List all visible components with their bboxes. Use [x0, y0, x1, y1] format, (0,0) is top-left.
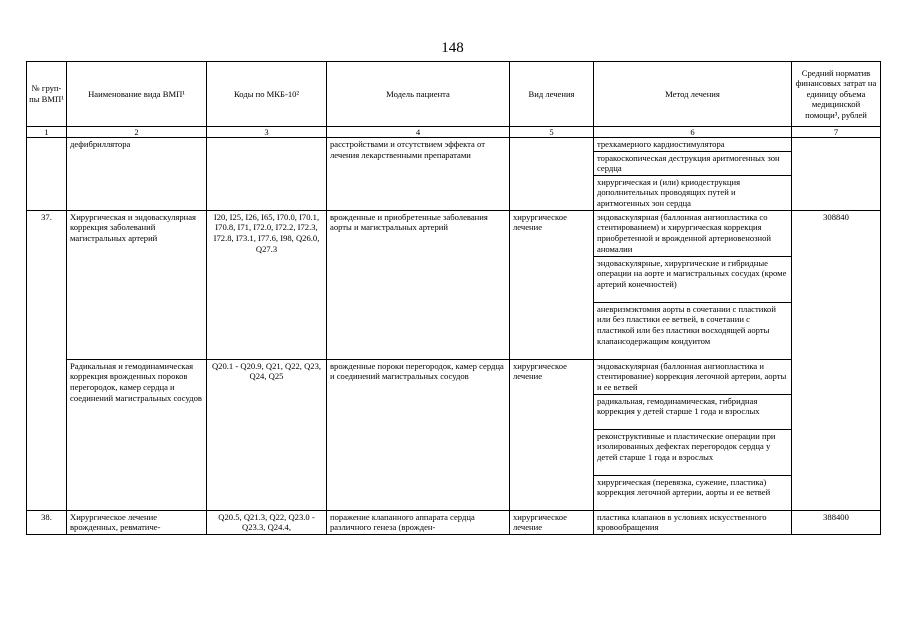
column-number-row: [27, 127, 881, 138]
header-group: № груп-пы ВМП¹: [27, 62, 67, 127]
col-num: 2: [67, 127, 207, 138]
table-row: [27, 210, 881, 256]
row-name: Радикальная и гемодинамическая коррекция врожденных пороков перегородок, камер сердца и соединений магистральных сосудов: [67, 359, 207, 510]
header-name: Наименование вида ВМП¹: [67, 62, 207, 127]
table-row: [27, 138, 881, 152]
row-method: эндоваскулярная (баллонная ангиопластика и стентирование) коррекция легочной артерии, аорты и ее ветвей: [594, 359, 792, 394]
row-method: хирургическая (перевязка, сужение, пластика) коррекция легочной артерии, аорты и ее ветвей: [594, 475, 792, 510]
header-codes: Коды по МКБ-10²: [207, 62, 327, 127]
col-num: 4: [327, 127, 510, 138]
row-cost: 388400: [792, 510, 881, 534]
row-method: пластика клапанов в условиях искусственного кровообращения: [594, 510, 792, 534]
col-num: 7: [792, 127, 881, 138]
col-num: 5: [510, 127, 594, 138]
row-method: эндоваскулярные, хирургические и гибридные операции на аорте и магистральных сосудах (кроме артерий конечностей): [594, 256, 792, 302]
col-num: 1: [27, 127, 67, 138]
header-method: Метод лечения: [594, 62, 792, 127]
row-model: расстройствами и отсутствием эффекта от лечения лекарственными препаратами: [327, 138, 510, 211]
row-method: радикальная, гемодинамическая, гибридная коррекция у детей старше 1 года и взрослых: [594, 394, 792, 429]
row-codes: Q20.1 - Q20.9, Q21, Q22, Q23, Q24, Q25: [207, 359, 327, 510]
row-name: дефибриллятора: [67, 138, 207, 211]
header-type: Вид лечения: [510, 62, 594, 127]
row-type: хирургическое лечение: [510, 210, 594, 359]
row-cost: 308840: [792, 210, 881, 510]
row-name: Хирургическое лечение врожденных, ревматиче-: [67, 510, 207, 534]
row-name: Хирургическая и эндоваскулярная коррекция заболеваний магистральных артерий: [67, 210, 207, 359]
header-model: Модель пациента: [327, 62, 510, 127]
col-num: 3: [207, 127, 327, 138]
table-row: [27, 359, 881, 394]
header-row: [27, 62, 881, 127]
page-number: 148: [441, 40, 464, 56]
header-cost: Средний норматив финансовых затрат на единицу объема медицинской помощи³, рублей: [792, 62, 881, 127]
row-method: реконструктивные и пластические операции при изолированных дефектах перегородок сердца у детей старше 1 года и взрослых: [594, 429, 792, 475]
row-method: эндоваскулярная (баллонная ангиопластика со стентированием) и хирургическая коррекция приобретенной и врожденной артериовенозной аномалии: [594, 210, 792, 256]
row-model: врожденные пороки перегородок, камер сердца и соединений магистральных сосудов: [327, 359, 510, 510]
row-type: хирургическое лечение: [510, 510, 594, 534]
row-type: хирургическое лечение: [510, 359, 594, 510]
row-method: трехкамерного кардиостимулятора: [594, 138, 792, 152]
vmp-table: [26, 61, 881, 535]
row-method: аневризмэктомия аорты в сочетании с пластикой или без пластики ее ветвей, в сочетании с пластикой или без пластики восходящей аорты клапансодержащим кондуитом: [594, 302, 792, 359]
row-method: торакоскопическая деструкция аритмогенных зон сердца: [594, 151, 792, 175]
col-num: 6: [594, 127, 792, 138]
row-group: 38.: [27, 510, 67, 534]
row-codes: Q20.5, Q21.3, Q22, Q23.0 - Q23.3, Q24.4,: [207, 510, 327, 534]
row-model: поражение клапанного аппарата сердца различного генеза (врожден-: [327, 510, 510, 534]
row-group: 37.: [27, 210, 67, 510]
row-codes: I20, I25, I26, I65, I70.0, I70.1, I70.8, I71, I72.0, I72.2, I72.3, I72.8, I73.1, I77.6, I98, Q26.0, Q27.3: [207, 210, 327, 359]
row-model: врожденные и приобретенные заболевания аорты и магистральных артерий: [327, 210, 510, 359]
table-row: [27, 510, 881, 534]
row-method: хирургическая и (или) криодеструкция дополнительных проводящих путей и аритмогенных зон сердца: [594, 175, 792, 210]
